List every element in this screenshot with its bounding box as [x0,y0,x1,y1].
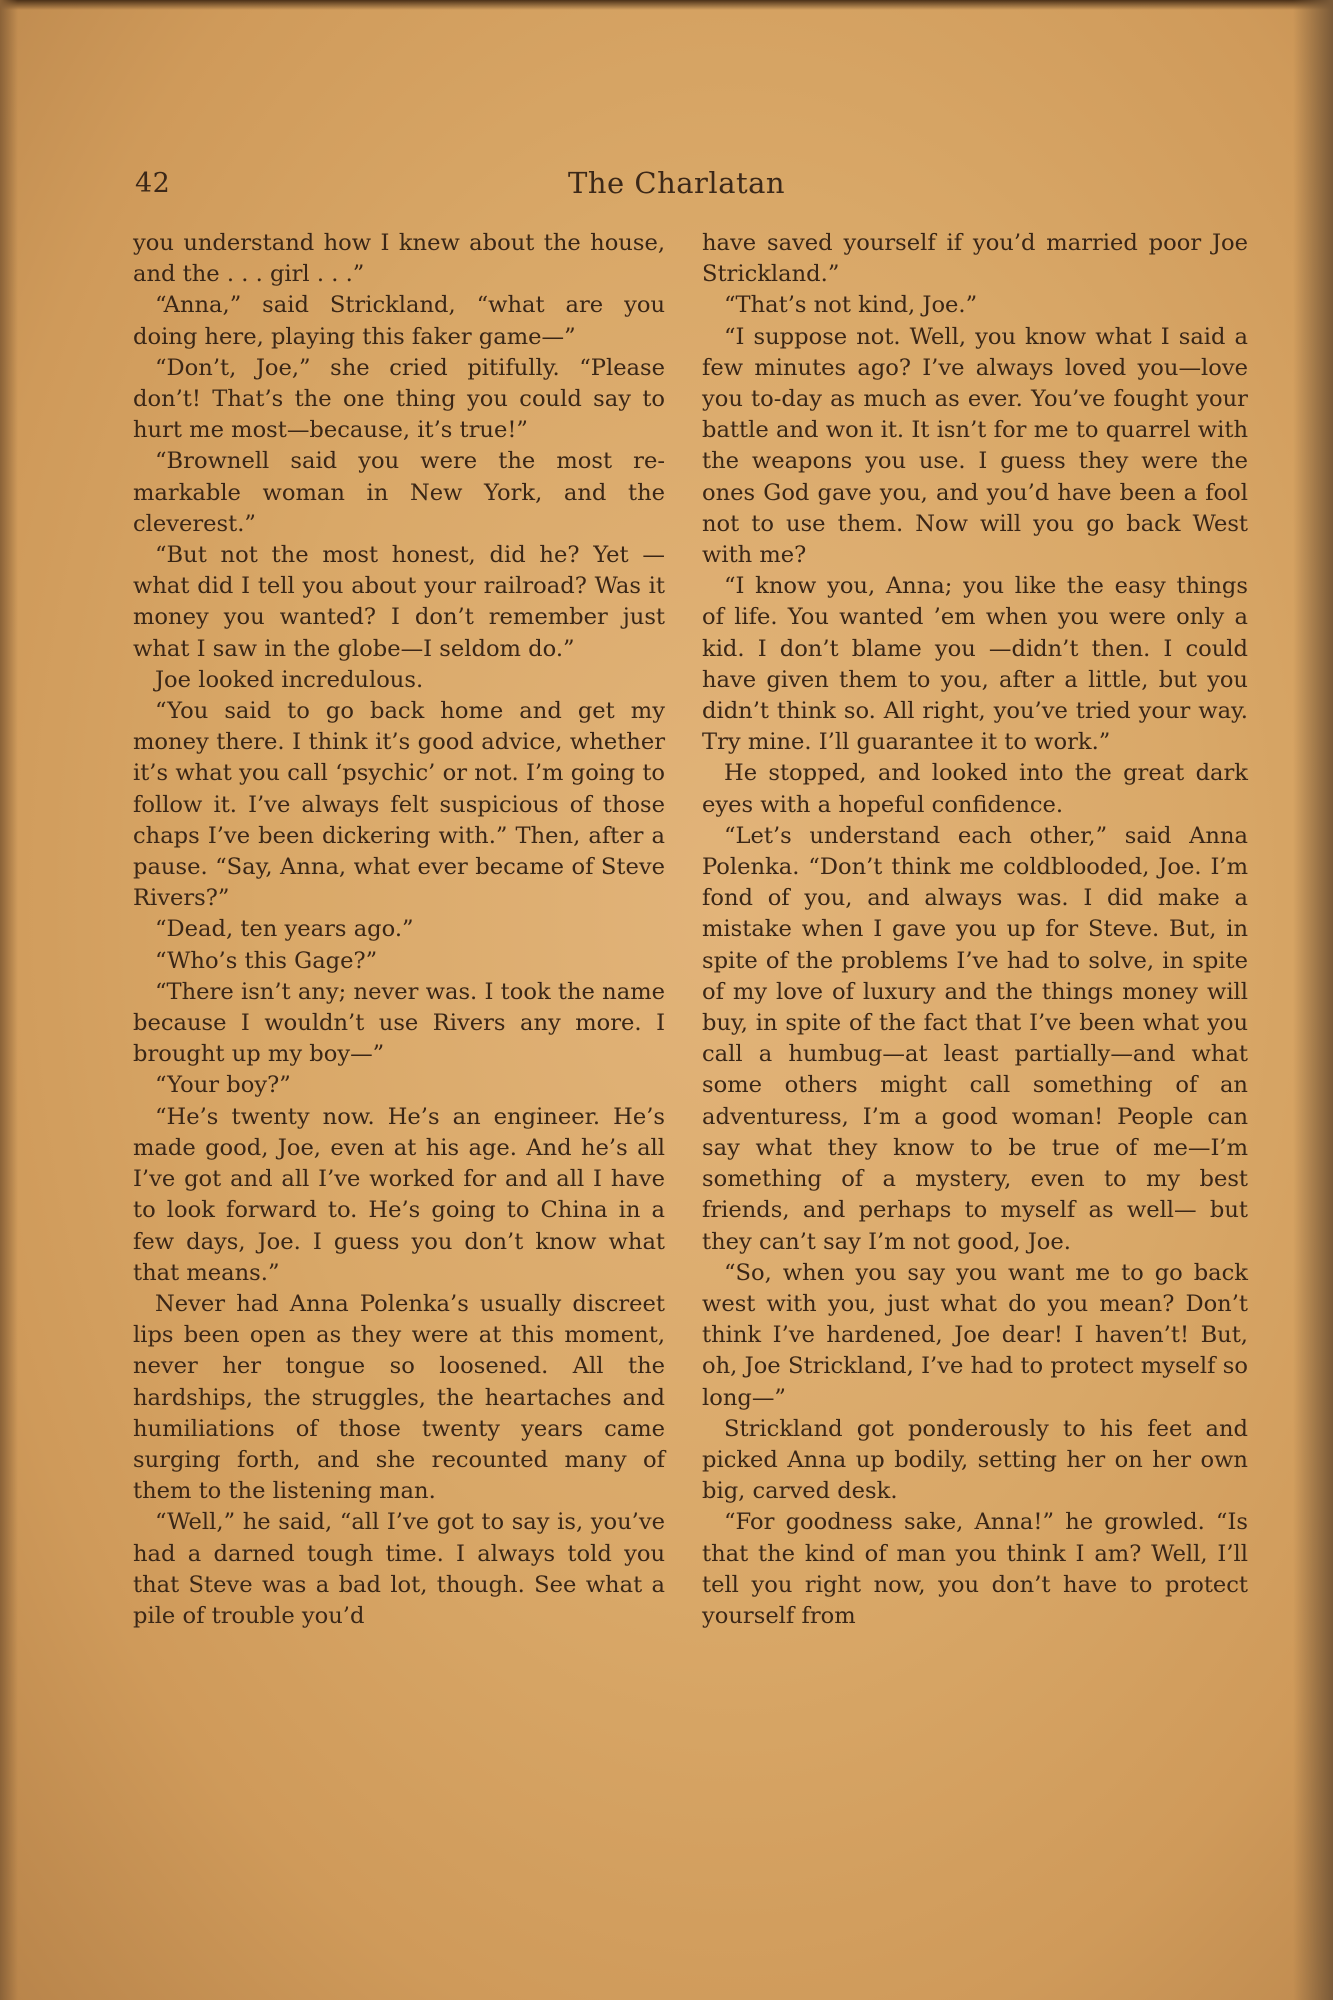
paragraph: “That’s not kind, Joe.” [724,292,978,319]
paragraph: “Brownell said you were the most remarkable woman in New York, and the cleverest.” [133,448,665,537]
paragraph: “You said to go back home and get my money there. I think it’s good advice, whether it’s what you call ‘psychic’ or not. I’m going to follow it. I’ve always felt suspicious of those chaps I’ve been dickering with.” Then, after a pause. “Say, Anna, what ever became of Steve Rivers?” [133,698,665,912]
paragraph: Joe looked incredulous. [155,666,424,693]
paragraph: “I know you, Anna; you like the easy things of life. You wanted ’em when you were only a kid. I don’t blame you —didn’t then. I could have given them to you, after a little, but you didn’t think so. All right, you’ve tried your way. Try mine. I’ll guarantee it to work.” [702,573,1248,756]
paragraph: “I suppose not. Well, you know what I said a few minutes ago? I’ve always loved you—love you to-day as much as ever. You’ve fought your battle and won it. It isn’t for me to quarrel with the weapons you use. I guess they were the ones God gave you, and you’d have been a fool not to use them. Now will you go back West with me? [702,323,1248,569]
page-edge-right [1293,0,1333,2000]
paragraph: “Well,” he said, “all I’ve got to say is, you’ve had a darned tough time. I always told you that Steve was a bad lot, though. See what a pile of trouble you’d [133,1509,665,1629]
paragraph: “Don’t, Joe,” she cried pitifully. “Please don’t! That’s the one thing you could say to hurt me most—because, it’s true!” [133,354,665,444]
paragraph: Never had Anna Polenka’s usually discreet lips been open as they were at this moment, never her tongue so loosened. All the hardships, the struggles, the heartaches and humiliations of those twenty years came surging forth, and she recounted many of them to the listening man. [133,1290,665,1505]
page-shadow-top [0,0,1333,10]
paragraph: “He’s twenty now. He’s an engineer. He’s made good, Joe, even at his age. And he’s all I’ve got and all I’ve worked for and all I have to look forward to. He’s going to China in a few days, Joe. I guess you don’t know what that means.” [133,1103,665,1286]
paragraph: “But not the most honest, did he? Yet —what did I tell you about your railroad? Was it money you wanted? I don’t remember just what I saw in the globe—I seldom do.” [133,542,665,662]
paragraph: “Your boy?” [155,1072,291,1099]
page-number: 42 [135,168,171,199]
paragraph: “Who’s this Gage?” [155,947,378,974]
right-text-column [702,228,1248,1632]
paragraph: you understand how I knew about the house, and the . . . girl . . .” [133,230,665,288]
paragraph: Strickland got ponderously to his feet and picked Anna up bodily, setting her on her own big, carved desk. [702,1415,1248,1505]
paragraph: “Let’s understand each other,” said Anna Polenka. “Don’t think me coldblooded, Joe. I’m fond of you, and always was. I did make a mistake when I gave you up for Steve. But, in spite of the problems I’ve had to solve, in spite of my love of luxury and the things money will buy, in spite of the fact that I’ve been what you call a humbug—at least partially—and what some others might call something of an adventuress, I’m a good woman! People can say what they know to be true of me—I’m something of a mystery, even to my best friends, and perhaps to myself as well— but they can’t say I’m not good, Joe. [702,822,1248,1255]
running-title: The Charlatan [568,166,786,200]
paragraph: “There isn’t any; never was. I took the name because I wouldn’t use Rivers any more. I brought up my boy—” [133,978,665,1068]
paragraph: He stopped, and looked into the great dark eyes with a hopeful confidence. [702,760,1248,818]
paragraph: “For goodness sake, Anna!” he growled. “Is that the kind of man you think I am? Well, I’ll tell you right now, you don’t have to protect yourself from [702,1509,1248,1629]
page-edge-left [0,0,18,2000]
paragraph: have saved yourself if you’d married poor Joe Strickland.” [702,230,1248,288]
paragraph: “Dead, ten years ago.” [155,916,414,943]
paragraph: “So, when you say you want me to go back west with you, just what do you mean? Don’t think I’ve hardened, Joe dear! I haven’t! But, oh, Joe Strickland, I’ve had to protect myself so long—” [702,1259,1248,1411]
left-text-column [133,228,665,1632]
paragraph: “Anna,” said Strickland, “what are you doing here, playing this faker game—” [133,292,665,350]
